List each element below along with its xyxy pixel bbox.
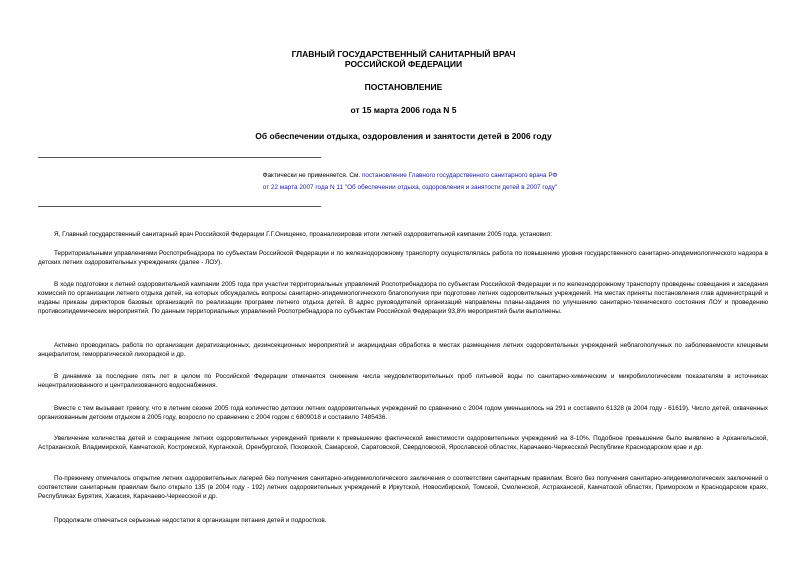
issuing-authority-line-1: ГЛАВНЫЙ ГОСУДАРСТВЕННЫЙ САНИТАРНЫЙ ВРАЧ <box>291 49 516 59</box>
divider-bottom <box>38 206 321 207</box>
body-paragraph-5: В динамике за последние пять лет в целом по Российской Федерации отмечается снижение числа неудовлетворительных проб питьевой воды по санитарно-химическим и микробиологическим показателям в источниках нецентрализованного и централизованного водоснабжения. <box>38 373 768 389</box>
status-note <box>260 170 560 193</box>
body-paragraph-6: Вместе с тем вызывает тревогу, что в летнем сезоне 2005 года количество детских летних оздоровительных учреждений по сравнению с 2004 годом уменьшилось на 291 и составило 61328 (в 2004 году - 61619). Число детей, охваченных организованным детским отдыхом в 2005 году, возросло по сравнению с 2004 годом с 6809018 и составило 7485436. <box>38 405 768 421</box>
body-paragraph-7: Увеличение количества детей и сокращение летних оздоровительных учреждений привели к превышению фактической вместимости оздоровительных учреждений на 8-10%. Подобное превышение было выявлено в Архангельской, Астраханской, Владимирской, Камчатской, Костромской, Курганской, Оренбургской, Псковской, Самарской, Саратовской, Свердловской, Ярославской областях, Карачаево-Черкесской Республике Краснодарском крае и др. <box>38 435 768 451</box>
body-paragraph-9: Продолжали отмечаться серьезные недостатки в организации питания детей и подростков. <box>54 517 327 524</box>
document-type: ПОСТАНОВЛЕНИЕ <box>364 82 443 92</box>
body-paragraph-4: Активно проводилась работа по организации дератизационных, дезинсекционных мероприятий и акарицидная обработка в местах размещения летних оздоровительных учреждений неблагополучных по заболеваемости клещевым энцефалитом, геморрагической лихорадкой и др. <box>38 342 768 358</box>
body-paragraph-1: Я, Главный государственный санитарный врач Российской Федерации Г.Г.Онищенко, проанализировав итоги летней оздоровительной кампании 2005 года, установил: <box>54 231 553 238</box>
related-resolution-link[interactable]: постановление Главного государственного санитарного врача РФ от 22 марта 2007 года N 11 "Об обеспечении отдыха, оздоровления и занятости детей в 2007 году" <box>262 172 558 191</box>
document-date-number: от 15 марта 2006 года N 5 <box>350 105 457 115</box>
divider-top <box>38 157 321 158</box>
body-paragraph-3: В ходе подготовки к летней оздоровительной кампании 2005 года при участии территориальных управлений Роспотребнадзора по субъектам Российской Федерации и по железнодорожному транспорту проведены совещания и заседания комиссий по организации летнего отдыха детей, на которых обсуждались вопросы санитарно-эпидемиологического благополучия при подготовке летних оздоровительных учреждений. На местах приняты постановления глав администраций и изданы приказы директоров базовых организаций по реализации программ летнего отдыха детей. В адрес руководителей организаций направлены планы-задания по улучшению санитарно-технического состояния ЛОУ и проведению противоэпидемических мероприятий. По данным территориальных управлений Роспотребнадзора по субъектам Российской Федерации 93,8% мероприятий были выполнены. <box>38 281 768 315</box>
document-title: Об обеспечении отдыха, оздоровления и занятости детей в 2006 году <box>255 131 552 141</box>
status-note-prefix: Фактически не применяется. См. <box>262 172 362 179</box>
body-paragraph-2: Территориальными управлениями Роспотребнадзора по субъектам Российской Федерации и по железнодорожному транспорту осуществлялась работа по повышению уровня государственного санитарно-эпидемиологического надзора в детских летних оздоровительных учреждениях (далее - ЛОУ). <box>38 250 768 266</box>
body-paragraph-8: По-прежнему отмечалось открытие летних оздоровительных лагерей без получения санитарно-эпидемиологического заключения о соответствии санитарным правилам. Всего без получения санитарно-эпидемиологических заключений о соответствии санитарным правилам было открыто 135 (в 2004 году - 192) летних оздоровительных учреждений в Иркутской, Новосибирской, Томской, Смоленской, Астраханской, Камчатской областях, Приморском и Краснодарском краях, Республиках Бурятия, Хакасия, Карачаево-Черкесской и др. <box>38 475 768 500</box>
issuing-authority-line-2: РОССИЙСКОЙ ФЕДЕРАЦИИ <box>344 59 463 69</box>
